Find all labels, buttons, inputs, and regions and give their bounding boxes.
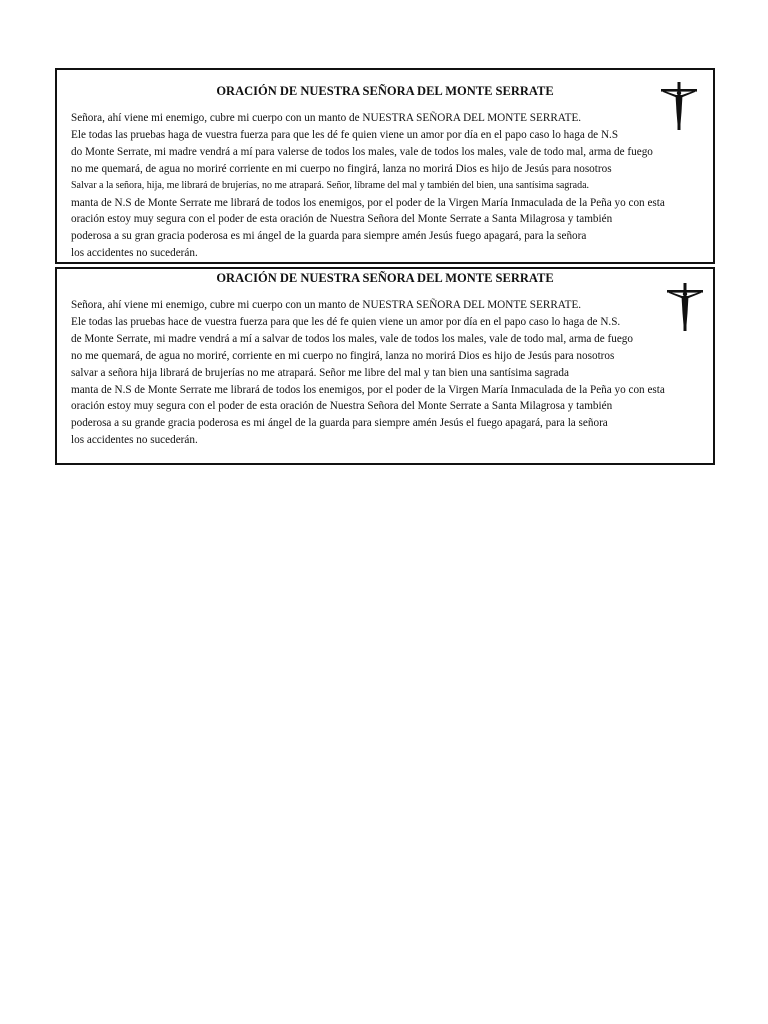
- prayer-line: Salvar a la señora, hija, me librará de brujerías, no me atrapará. Señor, líbrame del mal y también del bien, una santísima sagrada.: [71, 179, 590, 191]
- prayer-line: do Monte Serrate, mi madre vendrá a mí para valerse de todos los males, vale de todos los males, vale de todo mal, arma de fuego: [71, 145, 653, 158]
- prayer-title: ORACIÓN DE NUESTRA SEÑORA DEL MONTE SERRATE: [216, 84, 554, 98]
- prayer-line: Ele todas las pruebas haga de vuestra fuerza para que les dé fe quien viene un amor por día en el papo caso lo haga de N.S: [71, 128, 619, 141]
- prayer-line: no me quemará, de agua no moriré corriente en mi cuerpo no fingirá, lanza no morirá Dios es hijo de Jesús para nosotros: [71, 162, 612, 175]
- prayer-line: manta de N.S de Monte Serrate me librará de todos los enemigos, por el poder de la Virgen María Inmaculada de la Peña yo con esta: [71, 196, 665, 209]
- prayer-line: salvar a señora hija librará de brujerías no me atrapará. Señor me libre del mal y tan bien una santísima sagrada: [71, 366, 569, 379]
- prayer-text: [71, 110, 693, 262]
- prayer-line: no me quemará, de agua no moriré, corriente en mi cuerpo no fingirá, lanza no morirá Dios es hijo de Jesús para nosotros: [71, 349, 615, 362]
- prayer-line: poderosa a su gran gracia poderosa es mi ángel de la guarda para siempre amén Jesús fuego apagará, para la señora: [71, 230, 587, 243]
- prayer-line: de Monte Serrate, mi madre vendrá a mí a salvar de todos los males, vale de todos los males, vale de todo mal, arma de fuego: [71, 332, 633, 345]
- prayer-text: [71, 297, 693, 449]
- prayer-line: los accidentes no sucederán.: [71, 434, 198, 447]
- prayer-card-2: [55, 267, 715, 465]
- prayer-line: manta de N.S de Monte Serrate me librará de todos los enemigos, por el poder de la Virgen María Inmaculada de la Peña yo con esta: [71, 383, 665, 396]
- prayer-line: poderosa a su grande gracia poderosa es mi ángel de la guarda para siempre amén Jesús el fuego apagará, para la señora: [71, 417, 608, 430]
- prayer-line: oración estoy muy segura con el poder de esta oración de Nuestra Señora del Monte Serrate a Santa Milagrosa y también: [71, 400, 613, 413]
- prayer-line: oración estoy muy segura con el poder de esta oración de Nuestra Señora del Monte Serrate a Santa Milagrosa y también: [71, 213, 613, 226]
- prayer-line: Ele todas las pruebas hace de vuestra fuerza para que les dé fe quien viene un amor por día en el papo caso lo haga de N.S.: [71, 315, 621, 328]
- prayer-line: los accidentes no sucederán.: [71, 247, 198, 260]
- prayer-line: Señora, ahí viene mi enemigo, cubre mi cuerpo con un manto de NUESTRA SEÑORA DEL MONTE SERRATE.: [71, 112, 582, 124]
- prayer-card-1: [55, 68, 715, 264]
- prayer-title: ORACIÓN DE NUESTRA SEÑORA DEL MONTE SERRATE: [216, 271, 554, 285]
- prayer-line: Señora, ahí viene mi enemigo, cubre mi cuerpo con un manto de NUESTRA SEÑORA DEL MONTE SERRATE.: [71, 299, 582, 311]
